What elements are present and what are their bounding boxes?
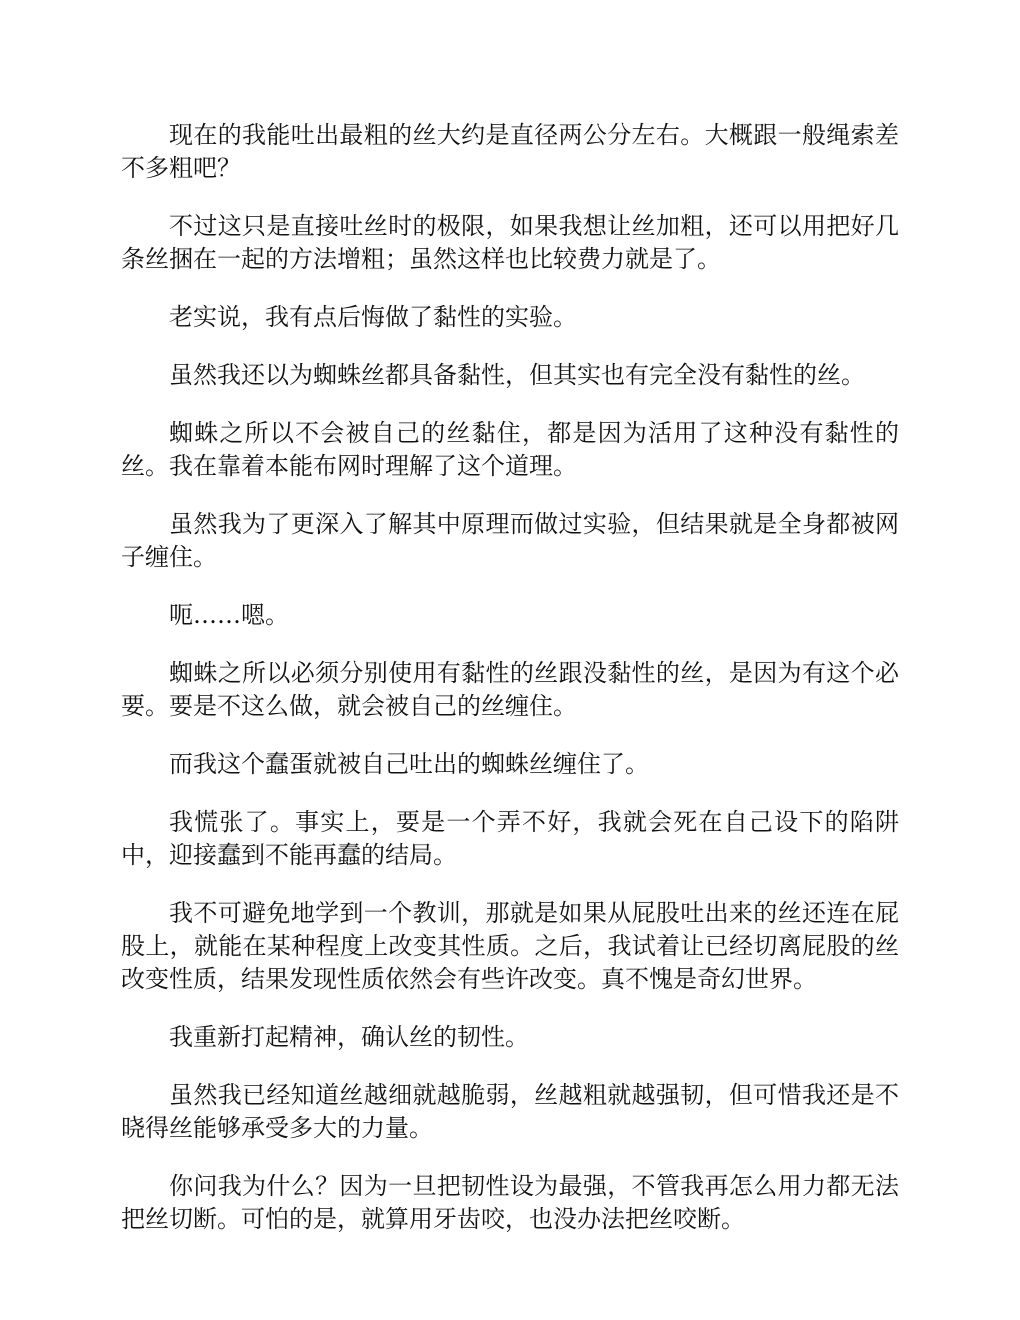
paragraph-10: 我慌张了。事实上，要是一个弄不好，我就会死在自己设下的陷阱中，迎接蠢到不能再蠢的结局。 [121, 808, 899, 869]
paragraph-13: 虽然我已经知道丝越细就越脆弱，丝越粗就越强韧，但可惜我还是不晓得丝能够承受多大的力量。 [121, 1081, 899, 1142]
paragraph-2: 不过这只是直接吐丝时的极限，如果我想让丝加粗，还可以用把好几条丝捆在一起的方法增粗；虽然这样也比较费力就是了。 [121, 212, 899, 273]
paragraph-5: 蜘蛛之所以不会被自己的丝黏住，都是因为活用了这种没有黏性的丝。我在靠着本能布网时理解了这个道理。 [121, 419, 899, 480]
paragraph-3: 老实说，我有点后悔做了黏性的实验。 [169, 303, 577, 331]
paragraph-12: 我重新打起精神，确认丝的韧性。 [169, 1023, 529, 1051]
document-body [121, 119, 899, 1261]
paragraph-6: 虽然我为了更深入了解其中原理而做过实验，但结果就是全身都被网子缠住。 [121, 510, 899, 571]
paragraph-7: 呃……嗯。 [169, 601, 289, 629]
paragraph-14: 你问我为什么？因为一旦把韧性设为最强，不管我再怎么用力都无法把丝切断。可怕的是，就算用牙齿咬，也没办法把丝咬断。 [121, 1172, 899, 1233]
paragraph-4: 虽然我还以为蜘蛛丝都具备黏性，但其实也有完全没有黏性的丝。 [169, 361, 865, 389]
paragraph-11: 我不可避免地学到一个教训，那就是如果从屁股吐出来的丝还连在屁股上，就能在某种程度上改变其性质。之后，我试着让已经切离屁股的丝改变性质，结果发现性质依然会有些许改变。真不愧是奇幻世界。 [121, 899, 899, 993]
paragraph-8: 蜘蛛之所以必须分别使用有黏性的丝跟没黏性的丝，是因为有这个必要。要是不这么做，就会被自己的丝缠住。 [121, 659, 899, 720]
paragraph-9: 而我这个蠢蛋就被自己吐出的蜘蛛丝缠住了。 [169, 750, 649, 778]
paragraph-1: 现在的我能吐出最粗的丝大约是直径两公分左右。大概跟一般绳索差不多粗吧？ [121, 121, 899, 182]
